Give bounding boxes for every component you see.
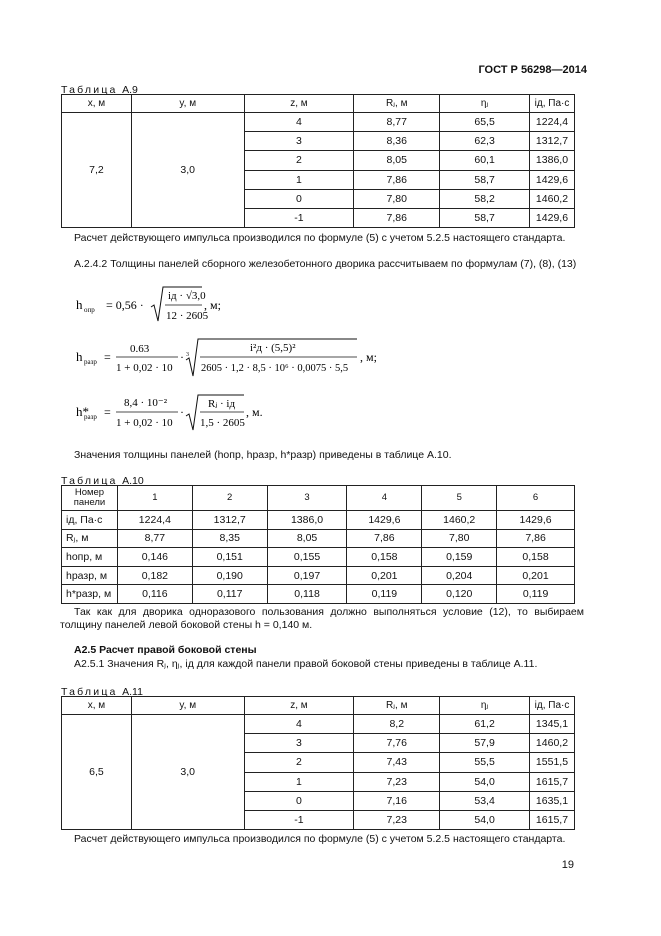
formula-frac-num: 8,4 · 10⁻² <box>124 397 168 409</box>
cell: 65,5 <box>440 113 530 132</box>
caption-word: Таблица <box>61 475 118 487</box>
cell: 0,151 <box>192 548 267 567</box>
cell: 7,16 <box>354 791 440 810</box>
formula-h-razr-star <box>74 392 294 434</box>
cell: 0,119 <box>347 585 422 604</box>
formula-frac-num: 0.63 <box>130 343 150 355</box>
table-row <box>62 511 575 530</box>
formula-den: 1,5 · 2605 <box>200 417 245 429</box>
cell: 0,158 <box>347 548 422 567</box>
cell: 1429,6 <box>347 511 422 530</box>
col-header: y, м <box>131 95 244 113</box>
cell: 1429,6 <box>497 511 575 530</box>
cell: 55,5 <box>440 753 530 772</box>
cell: 0,146 <box>117 548 192 567</box>
cell: -1 <box>244 208 354 227</box>
col-header: x, м <box>62 95 132 113</box>
page-number: 19 <box>561 859 574 871</box>
document-header: ГОСТ Р 56298—2014 <box>478 64 587 76</box>
cell: 7,86 <box>347 529 422 548</box>
cell: 1460,2 <box>529 734 574 753</box>
paragraph-impulse-calc-2: Расчет действующего импульса производился по формуле (5) с учетом 5.2.5 настоящего стандарта. <box>74 833 566 845</box>
col-header: Rⱼ, м <box>354 95 440 113</box>
col-header: 5 <box>422 486 497 511</box>
cell: 58,7 <box>440 170 530 189</box>
table-a11 <box>61 696 575 830</box>
col-header: 3 <box>267 486 347 511</box>
row-label: iд, Па·с <box>62 511 118 530</box>
formula-lhs: h* <box>76 404 89 419</box>
cell: 7,76 <box>354 734 440 753</box>
cell: 0,158 <box>497 548 575 567</box>
table-row <box>62 566 575 585</box>
cell: 7,23 <box>354 810 440 829</box>
col-header: 2 <box>192 486 267 511</box>
caption-number: А.9 <box>122 84 138 96</box>
cell: 8,35 <box>192 529 267 548</box>
cell: 8,05 <box>354 151 440 170</box>
formula-tail: , м; <box>360 350 377 364</box>
cell: 0,190 <box>192 566 267 585</box>
cell: 0,116 <box>117 585 192 604</box>
cell: 4 <box>244 715 354 734</box>
cell: 58,7 <box>440 208 530 227</box>
table-row <box>62 585 575 604</box>
cell: 2 <box>244 151 354 170</box>
cell: 1551,5 <box>529 753 574 772</box>
cell: 7,80 <box>354 189 440 208</box>
head-label: Номер панели <box>62 486 118 511</box>
cell: 0 <box>244 189 354 208</box>
formula-h-opr <box>74 283 284 325</box>
cell: 54,0 <box>440 810 530 829</box>
cell: 0,159 <box>422 548 497 567</box>
cell: 7,86 <box>354 170 440 189</box>
cell: 0,201 <box>497 566 575 585</box>
cell: 0,182 <box>117 566 192 585</box>
formula-lhs-sub: разр <box>84 358 97 366</box>
svg-text:·: · <box>180 350 184 364</box>
table-row <box>62 548 575 567</box>
caption-word: Таблица <box>61 686 118 698</box>
cell: 1615,7 <box>529 810 574 829</box>
formula-root-index: 3 <box>186 352 189 358</box>
cell: 2 <box>244 753 354 772</box>
section-title: А2.5 Расчет правой боковой стены <box>74 644 257 656</box>
cell: 1312,7 <box>529 132 574 151</box>
cell: 7,86 <box>354 208 440 227</box>
cell: 58,2 <box>440 189 530 208</box>
caption-word: Таблица <box>61 84 118 96</box>
cell: 1386,0 <box>529 151 574 170</box>
col-header: z, м <box>244 95 354 113</box>
row-label: hразр, м <box>62 566 118 585</box>
cell: 1224,4 <box>117 511 192 530</box>
paragraph-table-ref: Значения толщины панелей (hопр, hразр, h*разр) приведены в таблице А.10. <box>74 449 452 461</box>
cell: 7,23 <box>354 772 440 791</box>
section-text: А2.5.1 Значения Rⱼ, ηⱼ, iд для каждой панели правой боковой стены приведены в таблице А.11. <box>74 658 538 670</box>
cell: 1 <box>244 170 354 189</box>
cell: 0,155 <box>267 548 347 567</box>
cell: 3 <box>244 734 354 753</box>
y-value: 3,0 <box>131 113 244 228</box>
table-a10 <box>61 485 575 604</box>
cell: 0,204 <box>422 566 497 585</box>
cell: 1386,0 <box>267 511 347 530</box>
cell: 1635,1 <box>529 791 574 810</box>
col-header: 4 <box>347 486 422 511</box>
paragraph-conclusion: Так как для дворика одноразового пользования должно выполняться условие (12), то выбираем толщину панелей левой боковой стены h = 0,140 м. <box>60 606 584 631</box>
cell: 0,201 <box>347 566 422 585</box>
col-header: 1 <box>117 486 192 511</box>
svg-text:=: = <box>104 350 111 364</box>
cell: 60,1 <box>440 151 530 170</box>
paragraph-impulse-calc: Расчет действующего импульса производился по формуле (5) с учетом 5.2.5 настоящего стандарта. <box>74 232 566 244</box>
formula-tail: , м. <box>246 405 263 419</box>
cell: 0 <box>244 791 354 810</box>
formula-den: 12 · 2605 <box>166 310 209 322</box>
cell: 1460,2 <box>422 511 497 530</box>
formula-lhs: h <box>76 297 83 312</box>
cell: 53,4 <box>440 791 530 810</box>
cell: 0,197 <box>267 566 347 585</box>
table-a9 <box>61 94 575 228</box>
col-header: y, м <box>131 697 244 715</box>
caption-number: А.10 <box>122 475 144 487</box>
caption-number: А.11 <box>122 686 143 698</box>
formula-coef: = 0,56 · <box>106 298 144 312</box>
formula-lhs-sub: разр <box>84 413 97 421</box>
cell: 8,36 <box>354 132 440 151</box>
col-header: x, м <box>62 697 132 715</box>
cell: 0,120 <box>422 585 497 604</box>
cell: 57,9 <box>440 734 530 753</box>
table-row <box>62 529 575 548</box>
cell: 62,3 <box>440 132 530 151</box>
col-header: z, м <box>244 697 354 715</box>
formula-den: 2605 · 1,2 · 8,5 · 10⁶ · 0,0075 · 5,5 <box>201 363 349 374</box>
x-value: 6,5 <box>62 715 132 830</box>
paragraph-thickness-intro: А.2.4.2 Толщины панелей сборного железобетонного дворика рассчитываем по формулам (7), (8), (13) <box>74 258 577 270</box>
cell: 4 <box>244 113 354 132</box>
row-label: hопр, м <box>62 548 118 567</box>
formula-frac-den: 1 + 0,02 · 10 <box>116 362 173 374</box>
y-value: 3,0 <box>131 715 244 830</box>
cell: 8,2 <box>354 715 440 734</box>
cell: 8,77 <box>117 529 192 548</box>
col-header: ηⱼ <box>440 697 530 715</box>
cell: 1 <box>244 772 354 791</box>
cell: 8,05 <box>267 529 347 548</box>
formula-num: i²д · (5,5)² <box>250 342 296 354</box>
cell: 0,118 <box>267 585 347 604</box>
formula-lhs-sub: опр <box>84 306 95 314</box>
row-label: h*разр, м <box>62 585 118 604</box>
cell: 1224,4 <box>529 113 574 132</box>
svg-text:·: · <box>180 405 184 419</box>
cell: 61,2 <box>440 715 530 734</box>
formula-tail: , м; <box>204 298 221 312</box>
formula-h-razr <box>74 336 394 380</box>
col-header: iд, Па·с <box>529 95 574 113</box>
x-value: 7,2 <box>62 113 132 228</box>
svg-text:=: = <box>104 405 111 419</box>
formula-num: Rⱼ · iд <box>208 398 236 410</box>
col-header: iд, Па·с <box>529 697 574 715</box>
row-label: Rⱼ, м <box>62 529 118 548</box>
cell: 0,119 <box>497 585 575 604</box>
cell: 7,86 <box>497 529 575 548</box>
formula-lhs: h <box>76 349 83 364</box>
cell: 54,0 <box>440 772 530 791</box>
cell: 1615,7 <box>529 772 574 791</box>
cell: 1429,6 <box>529 208 574 227</box>
cell: 0,117 <box>192 585 267 604</box>
cell: 1345,1 <box>529 715 574 734</box>
cell: -1 <box>244 810 354 829</box>
col-header: Rⱼ, м <box>354 697 440 715</box>
col-header: ηⱼ <box>440 95 530 113</box>
cell: 7,80 <box>422 529 497 548</box>
formula-num: iд · √3,0 <box>168 290 206 302</box>
cell: 8,77 <box>354 113 440 132</box>
cell: 1312,7 <box>192 511 267 530</box>
cell: 3 <box>244 132 354 151</box>
cell: 1429,6 <box>529 170 574 189</box>
cell: 1460,2 <box>529 189 574 208</box>
formula-frac-den: 1 + 0,02 · 10 <box>116 417 173 429</box>
col-header: 6 <box>497 486 575 511</box>
cell: 7,43 <box>354 753 440 772</box>
